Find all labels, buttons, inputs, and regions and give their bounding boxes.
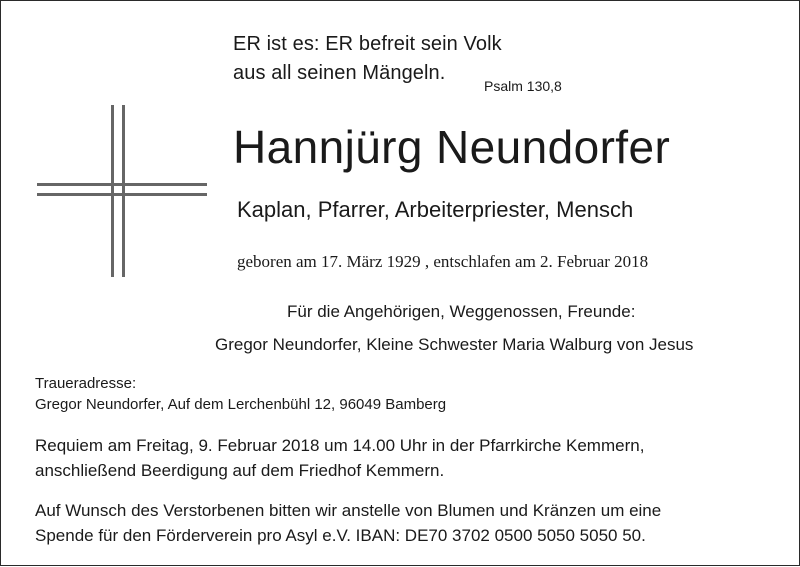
requiem-line-2: anschließend Beerdigung auf dem Friedhof Kemmern. xyxy=(35,461,445,480)
life-dates: geboren am 17. März 1929 , entschlafen am 2. Februar 2018 xyxy=(237,252,649,271)
donation-line-2: Spende für den Förderverein pro Asyl e.V. IBAN: DE70 3702 0500 5050 5050 50. xyxy=(35,526,646,545)
address-label: Traueradresse: xyxy=(35,375,137,392)
cross-icon xyxy=(1,1,800,567)
address-value: Gregor Neundorfer, Auf dem Lerchenbühl 12, 96049 Bamberg xyxy=(35,396,447,413)
quote-source: Psalm 130,8 xyxy=(484,78,562,94)
donation-line-1: Auf Wunsch des Verstorbenen bitten wir anstelle von Blumen und Kränzen um eine xyxy=(35,501,662,520)
deceased-name: Hannjürg Neundorfer xyxy=(233,121,671,173)
quote-line-1: ER ist es: ER befreit sein Volk xyxy=(233,33,502,55)
mourners-names: Gregor Neundorfer, Kleine Schwester Maria Walburg von Jesus xyxy=(215,335,694,354)
mourners-intro: Für die Angehörigen, Weggenossen, Freunde: xyxy=(287,302,636,321)
deceased-roles: Kaplan, Pfarrer, Arbeiterpriester, Mensch xyxy=(237,197,634,222)
quote-line-2: aus all seinen Mängeln. xyxy=(233,62,446,84)
requiem-line-1: Requiem am Freitag, 9. Februar 2018 um 14.00 Uhr in der Pfarrkirche Kemmern, xyxy=(35,436,645,455)
